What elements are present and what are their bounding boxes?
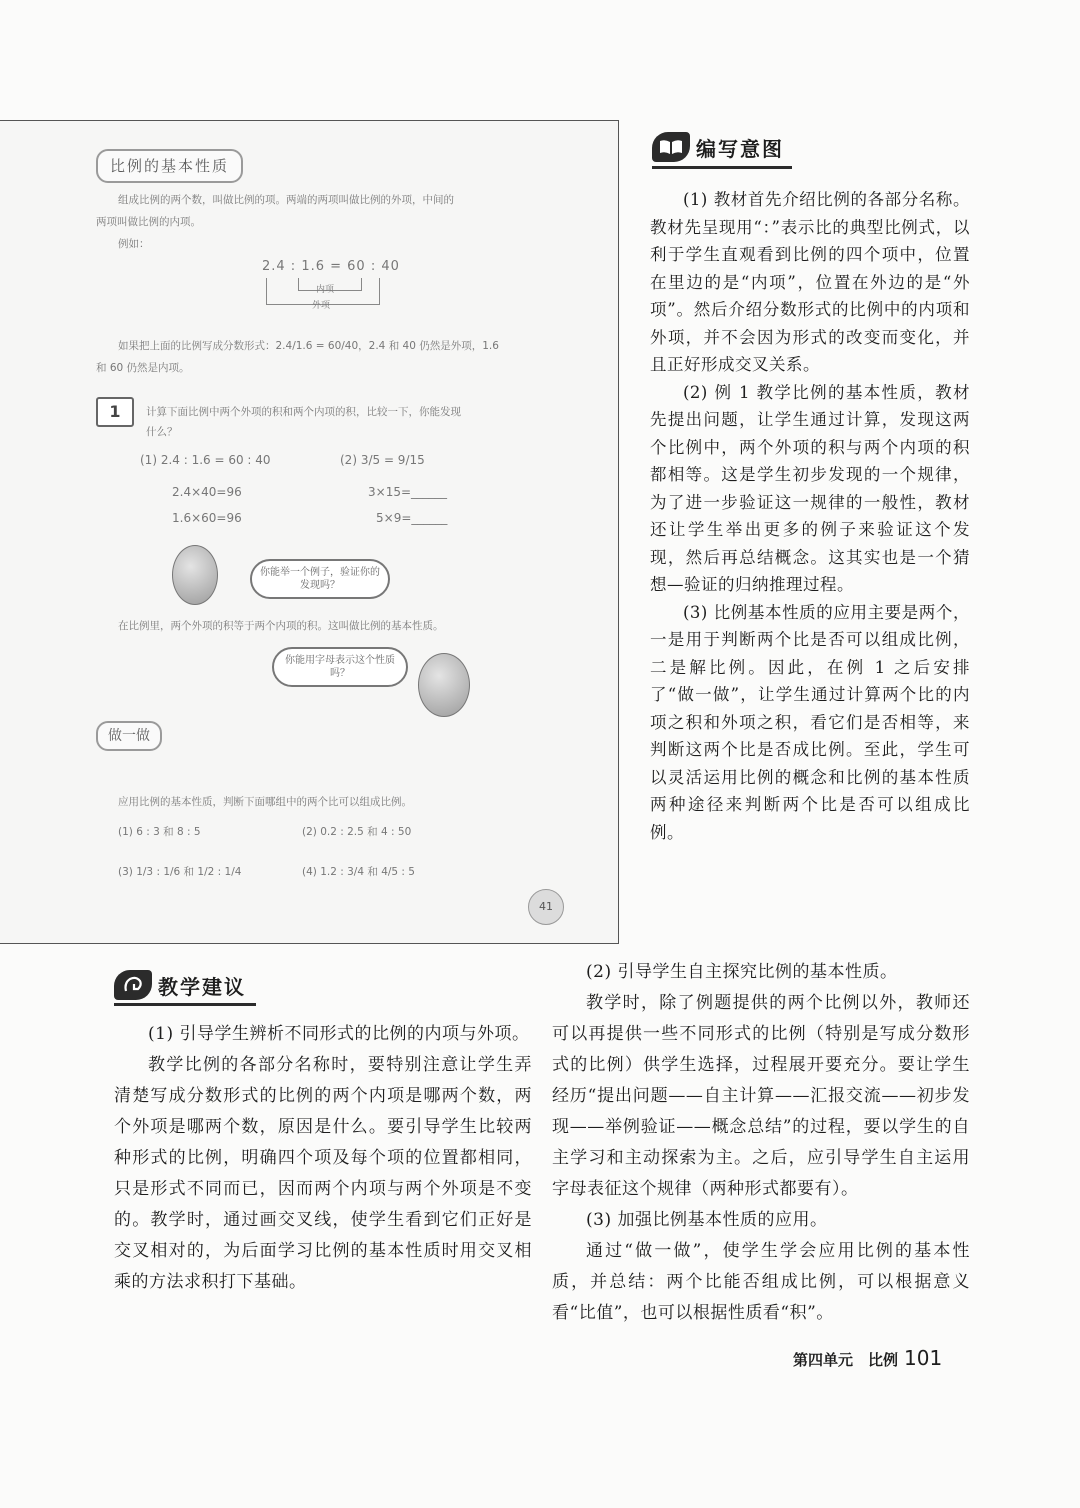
do-it-title: 做一做: [96, 721, 162, 751]
inset-ratio-example: 2.4 : 1.6 = 60 : 40: [262, 259, 400, 274]
teaching-left-column: [114, 1019, 532, 1298]
outer-label: 外项: [312, 301, 331, 311]
teaching-right-body-2: 教学时，除了例题提供的两个比例以外，教师还可以再提供一些不同形式的比例（特别是写成分数形式的比例）供学生选择，过程展开要充分。要让学生经历“提出问题——自主计算——汇报交流——初步发现——举例验证——概念总结”的过程，要以学生的自主学习和主动探索为主。之后，应引导学生自主运用字母表征这个规律（两种形式都要有）。: [552, 993, 970, 1199]
footer-unit-label: 第四单元 比例: [793, 1351, 899, 1369]
inset-example-q1: 计算下面比例中两个外项的积和两个内项的积，比较一下，你能发现: [146, 406, 461, 418]
design-heading-underline: [652, 166, 792, 169]
inset-intro-line1: 组成比例的两个数，叫做比例的项。两端的两项叫做比例的外项，中间的: [118, 194, 454, 206]
inset-example-label: 例如：: [118, 238, 150, 250]
teaching-right-heading-2: (2) 引导学生自主探究比例的基本性质。: [586, 962, 898, 982]
teaching-hand-icon: [114, 970, 152, 1000]
inner-label: 内项: [316, 285, 335, 295]
do-item-3: (3) 1/3 : 1/6 和 1/2 : 1/4: [118, 866, 242, 878]
teaching-right-body-3: 通过“做一做”，使学生学会应用比例的基本性质，并总结：两个比能否组成比例，可以根据意义看“比值”，也可以根据性质看“积”。: [552, 1241, 970, 1323]
calc1-line1: 2.4×40=96: [172, 485, 242, 499]
do-instruction: 应用比例的基本性质，判断下面哪组中的两个比可以组成比例。: [118, 796, 412, 808]
open-book-icon: [652, 132, 690, 162]
page-footer: [793, 1346, 942, 1370]
design-paragraph-1: (1) 教材首先介绍比例的各部分名称。教材先呈现用“：”表示比的典型比例式，以利于学生直观看到比例的四个项中，位置在里边的是“内项”，位置在外边的是“外项”。然后介绍分数形式的比例中的内项和外项，并不会因为形式的改变而变化，并且正好形成交叉关系。: [650, 190, 970, 374]
teaching-left-heading: (1) 引导学生辨析不同形式的比例的内项与外项。: [148, 1024, 530, 1044]
teaching-advice-heading: [114, 970, 246, 1000]
teaching-advice-title: 教学建议: [158, 974, 246, 999]
speech-bubble-1: 你能举一个例子，验证你的发现吗？: [250, 559, 390, 599]
design-intent-title: 编写意图: [696, 136, 784, 161]
design-intent-heading: [652, 132, 784, 162]
cartoon-character-1: [172, 545, 218, 605]
design-paragraph-2: (2) 例 1 教学比例的基本性质，教材先提出问题，让学生通过计算，发现这两个比例中，两个外项的积与两个内项的积都相等。这是学生初步发现的一个规律，为了进一步验证这一规律的一般性，教材还让学生举出更多的例子来验证这个发现，然后再总结概念。这其实也是一个猜想—验证的归纳推理过程。: [650, 382, 970, 594]
do-item-2: (2) 0.2 : 2.5 和 4 : 50: [302, 826, 412, 838]
teaching-left-body: 教学比例的各部分名称时，要特别注意让学生弄清楚写成分数形式的比例的两个内项是哪两个数，两个外项是哪两个数，原因是什么。要引导学生比较两种形式的比例，明确四个项及每个项的位置都相同，只是形式不同而已，因而两个内项与两个外项是不变的。教学时，通过画交叉线，使学生看到它们正好是交叉相对的，为后面学习比例的基本性质时用交叉相乘的方法求积打下基础。: [114, 1055, 532, 1292]
speech-bubble-2: 你能用字母表示这个性质吗？: [272, 647, 408, 687]
calc1-title: (1) 2.4 : 1.6 = 60 : 40: [140, 453, 271, 467]
example-number-badge: 1: [96, 397, 134, 427]
teaching-right-column: [552, 957, 970, 1329]
inset-example-q2: 什么？: [146, 426, 178, 438]
inset-intro-line2: 两项叫做比例的内项。: [96, 216, 201, 228]
design-intent-body: [650, 186, 970, 846]
inset-fraction-line1: 如果把上面的比例写成分数形式：2.4/1.6 = 60/40，2.4 和 40 仍然是外项，1.6: [118, 340, 499, 352]
footer-page-number: 101: [904, 1346, 943, 1370]
teaching-heading-underline: [114, 1003, 256, 1006]
calc2-line2: 5×9=______: [376, 511, 448, 525]
inset-page-number: 41: [528, 889, 564, 925]
textbook-inset: [0, 120, 619, 944]
inset-rule-line: 在比例里，两个外项的积等于两个内项的积。这叫做比例的基本性质。: [118, 620, 444, 632]
cartoon-character-2: [418, 653, 470, 717]
calc2-title: (2) 3/5 = 9/15: [340, 453, 425, 467]
calc1-line2: 1.6×60=96: [172, 511, 242, 525]
inset-fraction-line2: 和 60 仍然是内项。: [96, 362, 190, 374]
do-item-4: (4) 1.2 : 3/4 和 4/5 : 5: [302, 866, 415, 878]
teaching-right-heading-3: (3) 加强比例基本性质的应用。: [586, 1210, 828, 1230]
calc2-line1: 3×15=______: [368, 485, 448, 499]
design-paragraph-3: (3) 比例基本性质的应用主要是两个，一是用于判断两个比是否可以组成比例，二是解比例。因此，在例 1 之后安排了“做一做”，让学生通过计算两个比的内项之积和外项之积，看它们是否相等，来判断这两个比是否成比例。至此，学生可以灵活运用比例的概念和比例的基本性质两种途径来判断两个比是否可以组成比例。: [650, 602, 970, 842]
do-item-1: (1) 6 : 3 和 8 : 5: [118, 826, 201, 838]
inset-box-title: 比例的基本性质: [96, 149, 243, 183]
